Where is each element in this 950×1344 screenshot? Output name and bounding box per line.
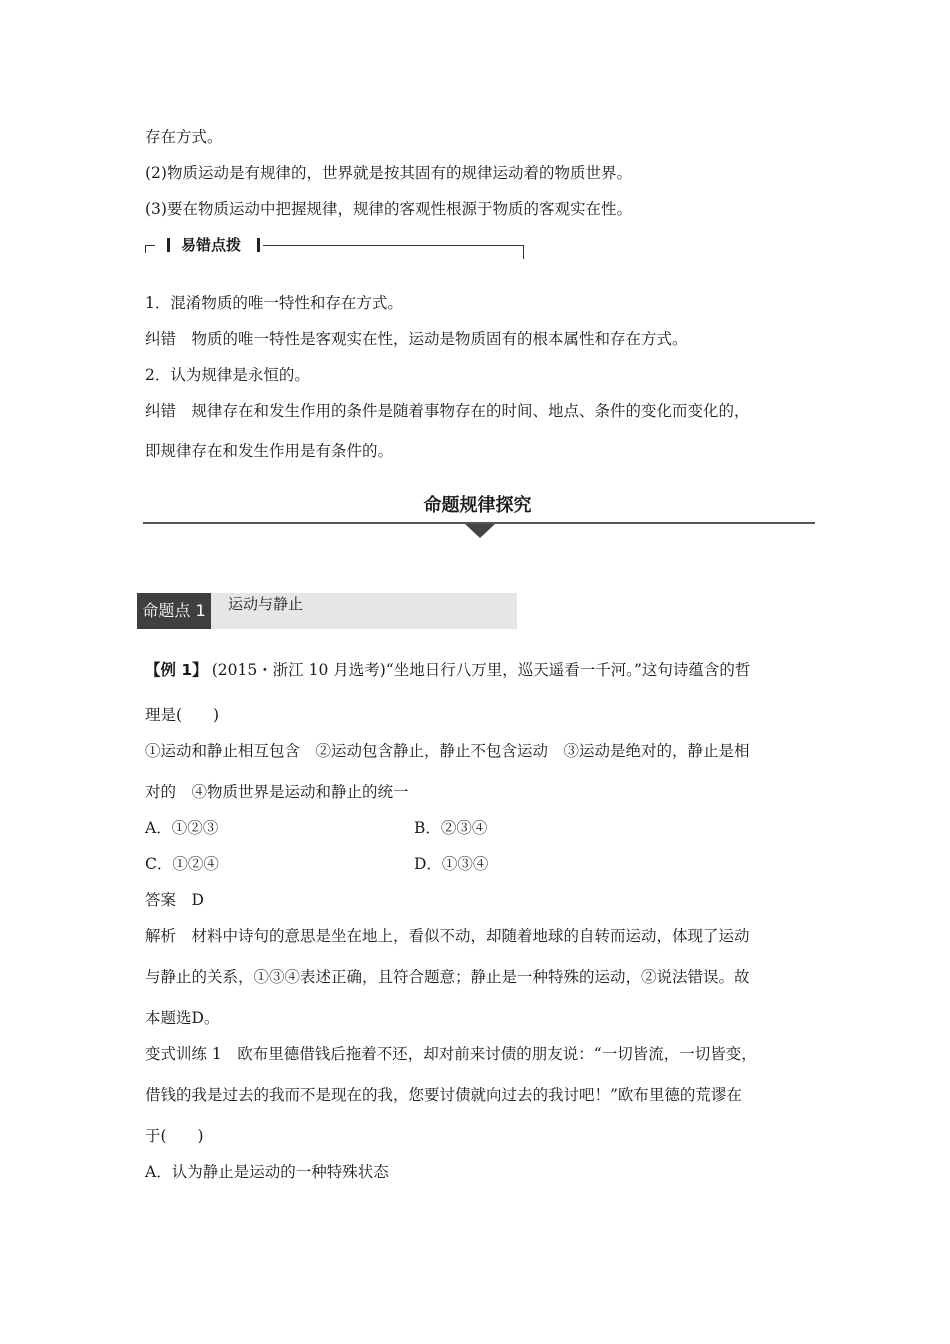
error-tips-label: 易错点拨 xyxy=(181,236,242,254)
error-fix-2b: 即规律存在和发生作用是有条件的。 xyxy=(145,442,394,460)
example-choice-c: C．①②④ xyxy=(145,855,219,873)
example-analysis-b: 与静止的关系，①③④表述正确，且符合题意；静止是一种特殊的运动，②说法错误。故 xyxy=(145,968,750,986)
example-options-a: ①运动和静止相互包含 ②运动包含静止，静止不包含运动 ③运动是绝对的，静止是相 xyxy=(145,742,750,760)
example-answer: 答案 D xyxy=(145,891,204,909)
point-title: 运动与静止 xyxy=(228,595,304,613)
error-item-1: 1．混淆物质的唯一特性和存在方式。 xyxy=(145,294,403,312)
section-arrow-icon xyxy=(465,524,495,538)
header-bar-right xyxy=(257,238,260,252)
example-label: 【例 1】 xyxy=(145,661,208,679)
header-tick-right xyxy=(523,245,524,259)
error-tips-header xyxy=(145,234,525,260)
point-tag: 命题点 1 xyxy=(137,593,211,629)
example-analysis-c: 本题选D。 xyxy=(145,1009,220,1027)
error-item-2: 2．认为规律是永恒的。 xyxy=(145,366,310,384)
example-options-b: 对的 ④物质世界是运动和静止的统一 xyxy=(145,783,409,801)
variant-line-3: 于( ) xyxy=(145,1127,204,1145)
header-rule-right xyxy=(263,245,523,246)
header-rule-left xyxy=(145,245,155,246)
error-fix-2a: 纠错 规律存在和发生作用的条件是随着事物存在的时间、地点、条件的变化而变化的， xyxy=(145,402,750,420)
section-title: 命题规律探究 xyxy=(423,495,532,516)
example-choice-a: A．①②③ xyxy=(145,819,219,837)
example-line-1 xyxy=(145,660,750,680)
error-fix-1: 纠错 物质的唯一特性是客观实在性，运动是物质固有的根本属性和存在方式。 xyxy=(145,330,688,348)
intro-line-1: 存在方式。 xyxy=(145,128,223,146)
variant-choice-a: A．认为静止是运动的一种特殊状态 xyxy=(145,1163,389,1181)
header-bar-left xyxy=(167,238,170,252)
intro-line-2: (2)物质运动是有规律的，世界就是按其固有的规律运动着的物质世界。 xyxy=(145,164,632,182)
example-stem-b: 理是( ) xyxy=(145,706,220,724)
example-analysis-a: 解析 材料中诗句的意思是坐在地上，看似不动，却随着地球的自转而运动，体现了运动 xyxy=(145,927,750,945)
header-tick-left xyxy=(145,245,146,253)
example-choice-d: D．①③④ xyxy=(414,855,489,873)
variant-line-1: 变式训练 1 欧布里德借钱后拖着不还，却对前来讨债的朋友说：“一切皆流，一切皆变， xyxy=(145,1045,757,1063)
example-stem-a: (2015・浙江 10 月选考)“坐地日行八万里，巡天遥看一千河。”这句诗蕴含的哲 xyxy=(211,661,751,679)
example-choice-b: B．②③④ xyxy=(414,819,488,837)
intro-line-3: (3)要在物质运动中把握规律，规律的客观性根源于物质的客观实在性。 xyxy=(145,200,632,218)
variant-line-2: 借钱的我是过去的我而不是现在的我，您要讨债就向过去的我讨吧！”欧布里德的荒谬在 xyxy=(145,1086,742,1104)
